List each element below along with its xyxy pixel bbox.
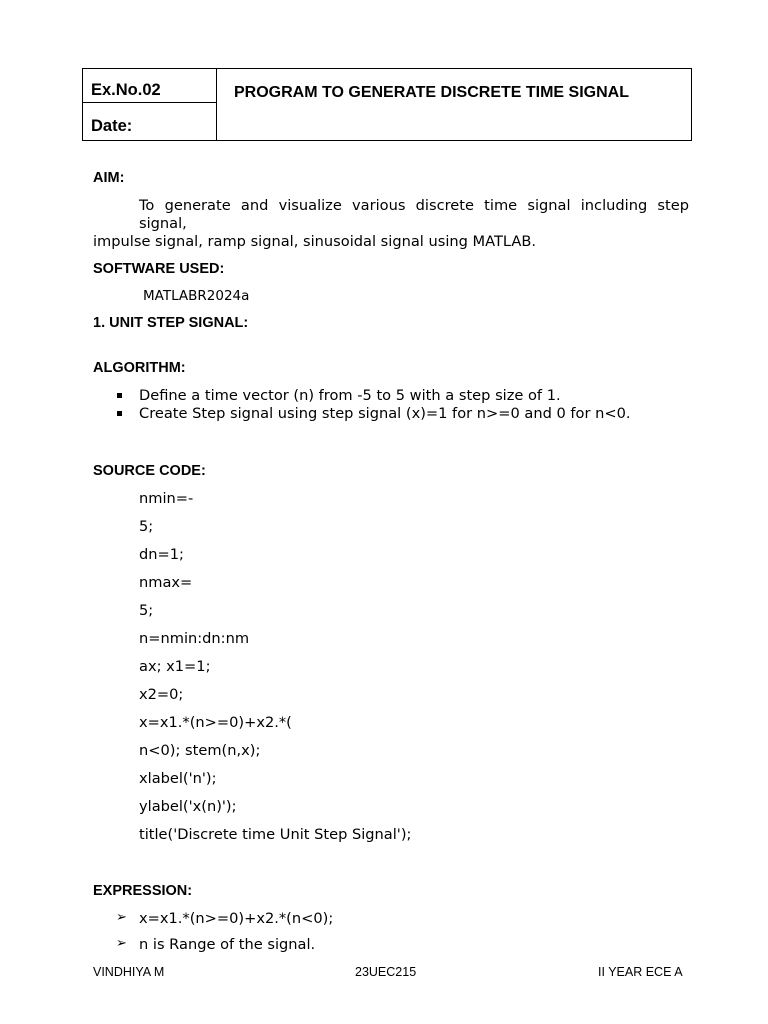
code-line: title('Discrete time Unit Step Signal'); xyxy=(139,826,412,843)
code-line: ylabel('x(n)'); xyxy=(139,798,237,815)
table-divider-vertical xyxy=(216,69,217,140)
table-divider-horizontal xyxy=(83,102,217,103)
code-line: dn=1; xyxy=(139,546,184,563)
bullet-square-icon xyxy=(117,393,122,398)
expression-item: x=x1.*(n>=0)+x2.*(n<0); xyxy=(139,910,334,927)
aim-heading: AIM: xyxy=(93,170,125,186)
algorithm-heading: ALGORITHM: xyxy=(93,360,186,376)
date-label: Date: xyxy=(91,117,133,135)
header-table xyxy=(82,68,692,141)
code-line: x=x1.*(n>=0)+x2.*( xyxy=(139,714,292,731)
code-line: nmax= xyxy=(139,574,193,591)
aim-line-2: signal, xyxy=(139,215,187,232)
section-unit-step-heading: 1. UNIT STEP SIGNAL: xyxy=(93,315,249,331)
exercise-number: Ex.No.02 xyxy=(91,81,161,99)
expression-item: n is Range of the signal. xyxy=(139,936,316,953)
algorithm-item: Define a time vector (n) from -5 to 5 with a step size of 1. xyxy=(139,387,561,404)
footer-name: VINDHIYA M xyxy=(93,965,165,979)
footer-code: 23UEC215 xyxy=(355,965,417,979)
software-value: MATLABR2024a xyxy=(143,288,250,304)
code-line: ax; x1=1; xyxy=(139,658,211,675)
expression-heading: EXPRESSION: xyxy=(93,883,193,899)
code-line: 5; xyxy=(139,518,154,535)
code-line: xlabel('n'); xyxy=(139,770,217,787)
footer-class: II YEAR ECE A xyxy=(598,965,683,979)
code-line: n<0); stem(n,x); xyxy=(139,742,261,759)
code-line: nmin=- xyxy=(139,490,194,507)
bullet-square-icon xyxy=(117,411,122,416)
aim-line-1: To generate and visualize various discrete time signal including step xyxy=(139,197,689,214)
arrow-bullet-icon: ➢ xyxy=(116,910,127,925)
code-line: 5; xyxy=(139,602,154,619)
algorithm-item: Create Step signal using step signal (x)=1 for n>=0 and 0 for n<0. xyxy=(139,405,631,422)
code-line: n=nmin:dn:nm xyxy=(139,630,250,647)
aim-line-3: impulse signal, ramp signal, sinusoidal signal using MATLAB. xyxy=(93,233,536,250)
software-heading: SOFTWARE USED: xyxy=(93,261,225,277)
source-code-heading: SOURCE CODE: xyxy=(93,463,206,479)
code-line: x2=0; xyxy=(139,686,184,703)
page-title: PROGRAM TO GENERATE DISCRETE TIME SIGNAL xyxy=(234,84,629,101)
arrow-bullet-icon: ➢ xyxy=(116,936,127,951)
